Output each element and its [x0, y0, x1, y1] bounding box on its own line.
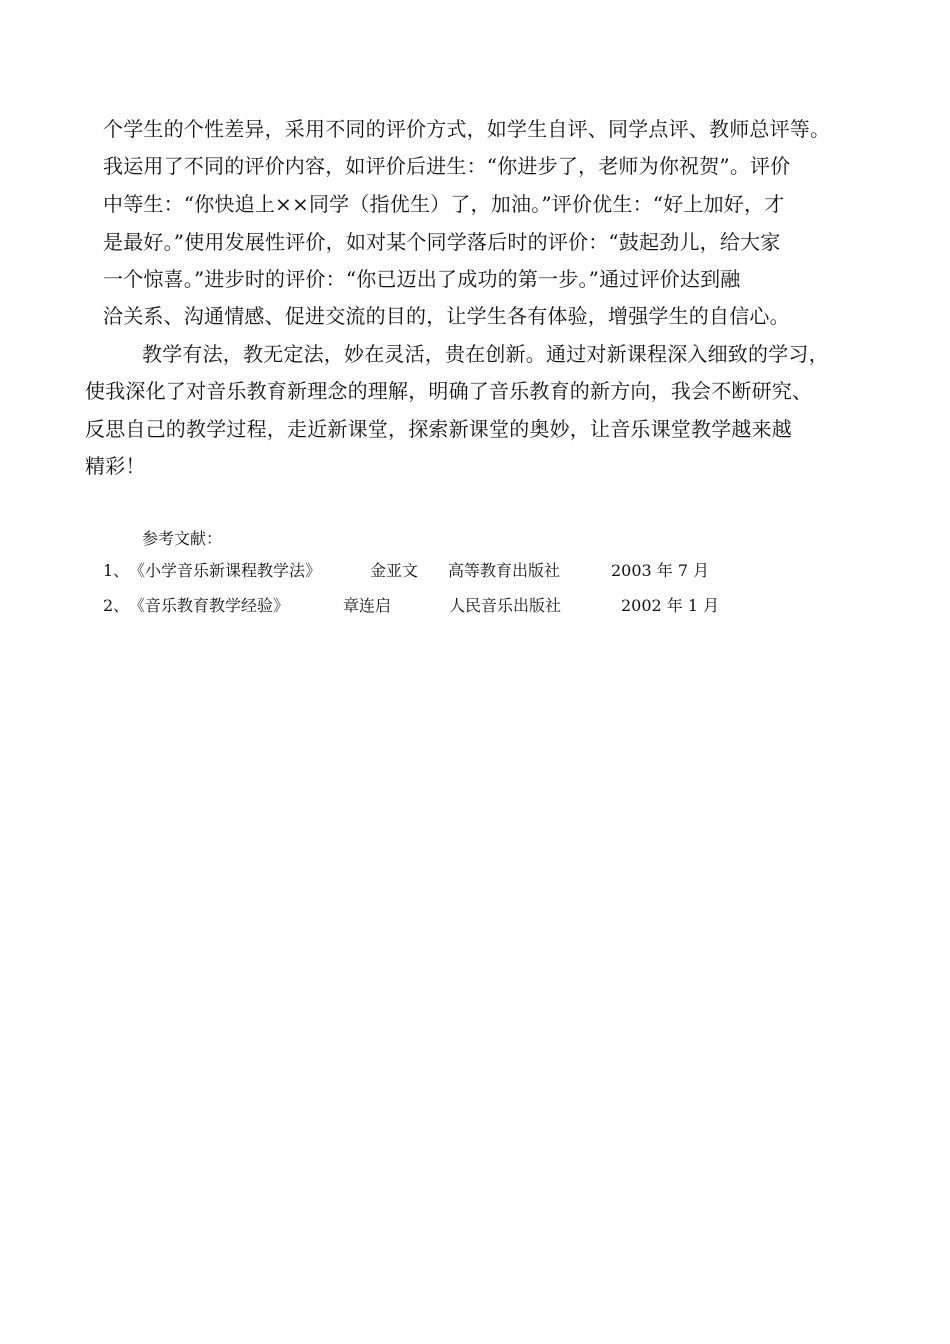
reference-publisher: 人民音乐出版社: [449, 596, 562, 615]
reference-author: 章连启: [343, 596, 392, 615]
text-line: 一个惊喜。”进步时的评价：“你已迈出了成功的第一步。”通过评价达到融: [103, 267, 741, 291]
text-line: 中等生：“你快追上××同学（指优生）了，加油。”评价优生：“好上加好，才: [103, 192, 785, 216]
reference-author: 金亚文: [370, 561, 419, 580]
reference-date: 2003 年 7 月: [611, 561, 710, 580]
reference-title: 《小学音乐新课程教学法》: [129, 561, 322, 580]
text-line: 我运用了不同的评价内容，如评价后进生：“你进步了，老师为你祝贺”。评价: [103, 154, 791, 178]
reference-number: 2、: [103, 596, 130, 615]
references-heading: 参考文献：: [142, 529, 223, 548]
text-line: 教学有法，教无定法，妙在灵活，贵在创新。通过对新课程深入细致的学习，: [142, 342, 829, 366]
text-line: 精彩！: [85, 454, 146, 478]
text-line: 使我深化了对音乐教育新理念的理解，明确了音乐教育的新方向，我会不断研究、: [85, 379, 813, 403]
text-line: 洽关系、沟通情感、促进交流的目的，让学生各有体验，增强学生的自信心。: [103, 304, 790, 328]
text-line: 是最好。”使用发展性评价，如对某个同学落后时的评价：“鼓起劲儿，给大家: [103, 230, 781, 254]
reference-number: 1、: [103, 561, 130, 580]
reference-publisher: 高等教育出版社: [448, 561, 561, 580]
reference-title: 《音乐教育教学经验》: [129, 596, 290, 615]
reference-date: 2002 年 1 月: [621, 596, 720, 615]
text-line: 个学生的个性差异，采用不同的评价方式，如学生自评、同学点评、教师总评等。: [103, 117, 831, 141]
text-line: 反思自己的教学过程，走近新课堂，探索新课堂的奥妙，让音乐课堂教学越来越: [85, 417, 792, 441]
